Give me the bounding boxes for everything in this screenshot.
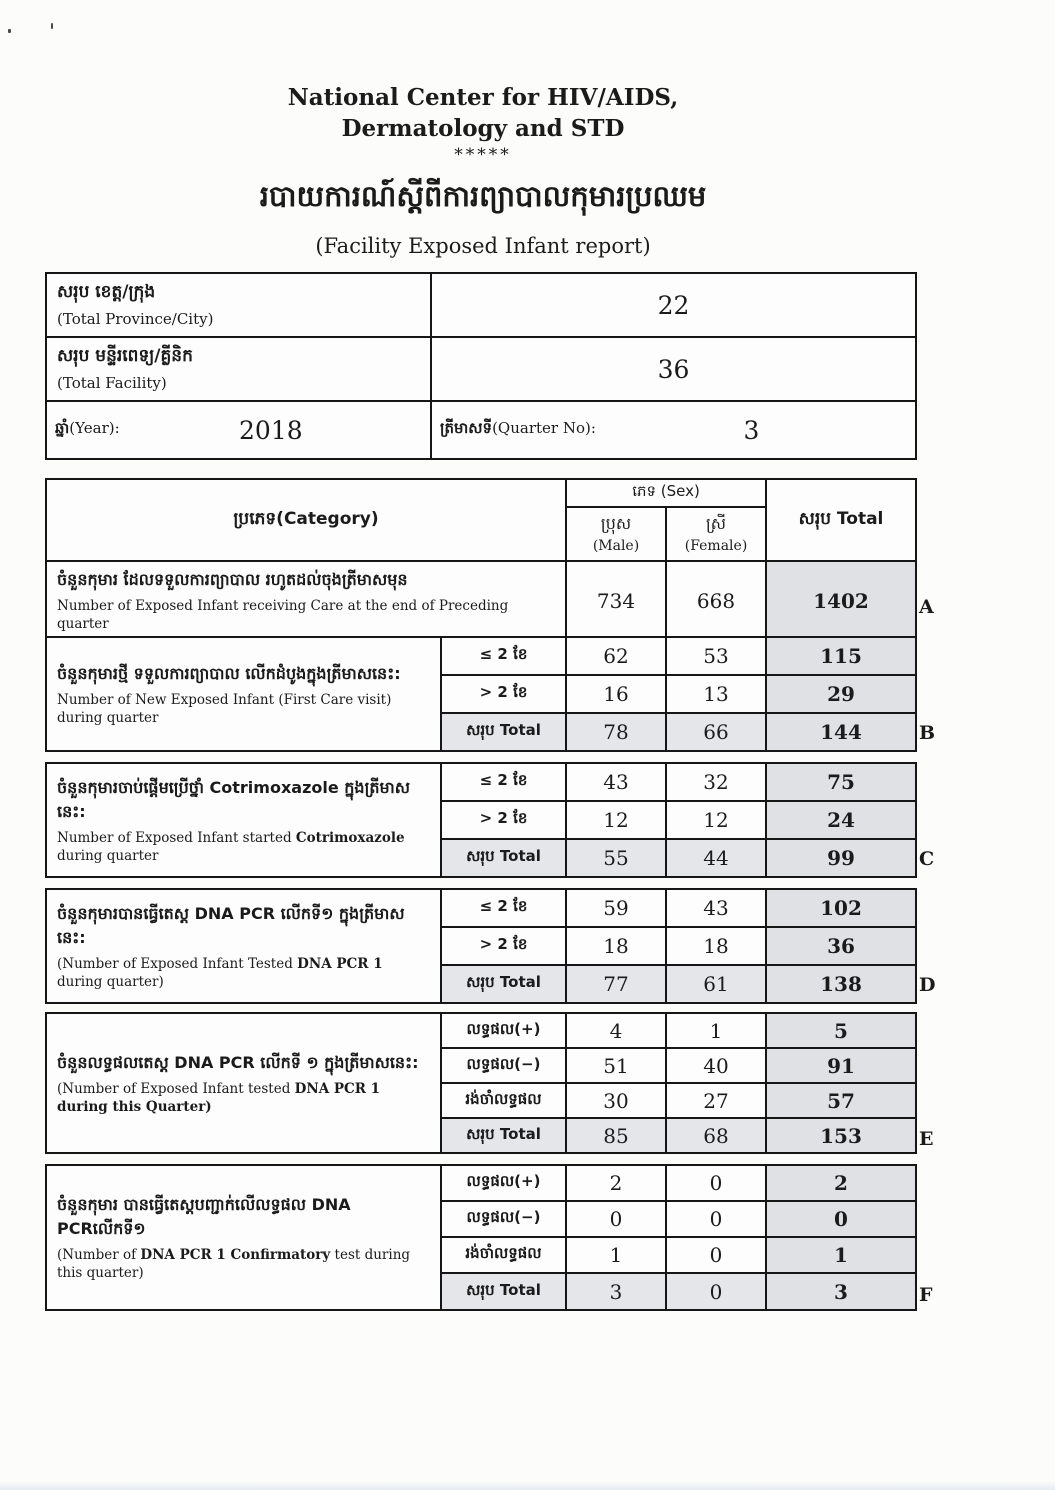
grand-total: 144 xyxy=(766,713,916,751)
female-total: 44 xyxy=(666,839,766,877)
category-english: Number of New Exposed Infant (First Care visit) during quarter xyxy=(57,691,392,726)
row-label: ≤ 2 ខែ xyxy=(441,637,566,675)
female-value: 18 xyxy=(666,927,766,965)
category-english: (Number of Exposed Infant Tested DNA PCR 1 during quarter) xyxy=(57,955,383,990)
total-province-label-english: (Total Province/City) xyxy=(57,310,214,328)
section-table-d xyxy=(45,888,917,1004)
male-value: 51 xyxy=(566,1048,666,1083)
total-row-label: សរុប Total xyxy=(441,1118,566,1153)
total-value: 75 xyxy=(766,763,916,801)
year-value: 2018 xyxy=(239,415,303,445)
female-value: 32 xyxy=(666,763,766,801)
total-value: 115 xyxy=(766,637,916,675)
quarter-cell xyxy=(431,401,916,459)
category-english: (Number of Exposed Infant tested DNA PCR 1 during this Quarter) xyxy=(57,1080,381,1115)
section-table-b xyxy=(45,636,917,752)
total-value: 0 xyxy=(766,1201,916,1237)
scan-speck xyxy=(51,23,53,29)
row-label: > 2 ខែ xyxy=(441,801,566,839)
female-value: 40 xyxy=(666,1048,766,1083)
star-divider: ***** xyxy=(454,145,512,165)
total-province-label-khmer: សរុប ខេត្ត/ក្រុង xyxy=(57,282,156,302)
total-value: 1402 xyxy=(766,561,916,640)
section-marker-f: F xyxy=(919,1284,933,1306)
male-value: 43 xyxy=(566,763,666,801)
category-khmer: ចំនួនកុមារ បានធ្វើតេស្តបញ្ជាក់លើលទ្ធផល DNA PCRលើកទី១ xyxy=(57,1195,351,1238)
row-label: លទ្ធផល(−) xyxy=(441,1201,566,1237)
category-english: Number of Exposed Infant receiving Care at the end of Preceding quarter xyxy=(57,598,509,632)
total-value: 5 xyxy=(766,1013,916,1048)
category-column-header: ប្រភេទ(Category) xyxy=(46,479,566,561)
row-label: រង់ចាំលទ្ធផល xyxy=(441,1237,566,1273)
total-value: 36 xyxy=(766,927,916,965)
total-facility-label-english: (Total Facility) xyxy=(57,374,167,392)
report-title-english: (Facility Exposed Infant report) xyxy=(315,234,651,258)
total-value: 1 xyxy=(766,1237,916,1273)
year-cell xyxy=(46,401,431,459)
category-cell-b xyxy=(46,637,441,751)
female-value: 53 xyxy=(666,637,766,675)
male-value: 0 xyxy=(566,1201,666,1237)
summary-table xyxy=(45,272,917,460)
male-total: 77 xyxy=(566,965,666,1003)
total-value: 102 xyxy=(766,889,916,927)
total-value: 2 xyxy=(766,1165,916,1201)
male-column-header: ប្រុស (Male) xyxy=(566,507,666,561)
total-value: 24 xyxy=(766,801,916,839)
section-table-c xyxy=(45,762,917,878)
row-label: លទ្ធផល(+) xyxy=(441,1165,566,1201)
male-value: 59 xyxy=(566,889,666,927)
category-khmer: ចំនួនកុមារចាប់ផ្តើមប្រើថ្នាំ Cotrimoxazole ក្នុងត្រីមាសនេះ: xyxy=(57,777,410,821)
quarter-label: ត្រីមាសទី(Quarter No): xyxy=(440,419,596,437)
document-header xyxy=(0,82,966,258)
female-value: 27 xyxy=(666,1083,766,1118)
category-cell-d xyxy=(46,889,441,1003)
category-cell-c xyxy=(46,763,441,877)
female-value: 13 xyxy=(666,675,766,713)
section-table-e xyxy=(45,1012,917,1154)
category-cell-f xyxy=(46,1165,441,1310)
female-total: 61 xyxy=(666,965,766,1003)
section-marker-c: C xyxy=(919,848,935,870)
category-khmer: ចំនួនលទ្ធផលតេស្ត DNA PCR លើកទី ១ ក្នុងត្រីមាសនេះ: xyxy=(57,1052,419,1072)
section-table-f xyxy=(45,1164,917,1311)
female-value: 12 xyxy=(666,801,766,839)
male-total: 55 xyxy=(566,839,666,877)
female-value: 1 xyxy=(666,1013,766,1048)
female-value: 668 xyxy=(666,561,766,640)
grand-total: 3 xyxy=(766,1273,916,1310)
section-marker-b: B xyxy=(919,722,936,744)
grand-total: 153 xyxy=(766,1118,916,1153)
grand-total: 99 xyxy=(766,839,916,877)
row-label: ≤ 2 ខែ xyxy=(441,889,566,927)
total-column-header: សរុប Total xyxy=(766,479,916,561)
row-label: ≤ 2 ខែ xyxy=(441,763,566,801)
row-label: លទ្ធផល(−) xyxy=(441,1048,566,1083)
male-value: 734 xyxy=(566,561,666,640)
total-province-value: 22 xyxy=(431,273,916,337)
female-total: 0 xyxy=(666,1273,766,1310)
scan-speck xyxy=(8,29,11,33)
category-cell-a xyxy=(46,561,566,640)
female-value: 0 xyxy=(666,1201,766,1237)
female-value: 0 xyxy=(666,1237,766,1273)
female-column-header: ស្រី (Female) xyxy=(666,507,766,561)
total-province-label-cell xyxy=(46,273,431,337)
report-header-table xyxy=(45,478,917,641)
row-label: រង់ចាំលទ្ធផល xyxy=(441,1083,566,1118)
row-label: > 2 ខែ xyxy=(441,927,566,965)
scan-page-edge xyxy=(0,1481,1055,1490)
report-title-khmer: របាយការណ៍ស្តីពីការព្យាបាលកុមារប្រឈម xyxy=(259,179,707,213)
male-value: 12 xyxy=(566,801,666,839)
total-value: 91 xyxy=(766,1048,916,1083)
male-value: 18 xyxy=(566,927,666,965)
total-facility-value: 36 xyxy=(431,337,916,401)
total-row-label: សរុប Total xyxy=(441,713,566,751)
female-total: 66 xyxy=(666,713,766,751)
org-name-line1: National Center for HIV/AIDS, xyxy=(287,84,679,111)
quarter-value: 3 xyxy=(743,415,760,445)
male-total: 3 xyxy=(566,1273,666,1310)
sex-column-header: ភេទ (Sex) xyxy=(566,479,766,507)
section-marker-e: E xyxy=(919,1128,934,1150)
male-value: 1 xyxy=(566,1237,666,1273)
row-label: > 2 ខែ xyxy=(441,675,566,713)
female-value: 0 xyxy=(666,1165,766,1201)
total-row-label: សរុប Total xyxy=(441,839,566,877)
female-total: 68 xyxy=(666,1118,766,1153)
total-row-label: សរុប Total xyxy=(441,1273,566,1310)
male-total: 78 xyxy=(566,713,666,751)
grand-total: 138 xyxy=(766,965,916,1003)
male-total: 85 xyxy=(566,1118,666,1153)
category-english: (Number of DNA PCR 1 Confirmatory test during this quarter) xyxy=(57,1247,411,1281)
male-value: 30 xyxy=(566,1083,666,1118)
male-value: 62 xyxy=(566,637,666,675)
total-facility-label-khmer: សរុប មន្ទីរពេទ្យ/គ្លីនិក xyxy=(57,346,193,366)
category-khmer: ចំនួនកុមារបានធ្វើតេស្ត DNA PCR លើកទី១ ក្នុងត្រីមាសនេះ: xyxy=(57,903,405,947)
row-label: លទ្ធផល(+) xyxy=(441,1013,566,1048)
male-value: 4 xyxy=(566,1013,666,1048)
section-marker-d: D xyxy=(919,974,936,996)
female-value: 43 xyxy=(666,889,766,927)
year-label: ឆ្នាំ(Year): xyxy=(55,419,120,437)
male-value: 16 xyxy=(566,675,666,713)
category-khmer: ចំនួនកុមារថ្មី ទទួលការព្យាបាល លើកដំបូងក្នុងត្រីមាសនេះ: xyxy=(57,663,401,683)
section-marker-a: A xyxy=(919,596,934,618)
category-khmer: ចំនួនកុមារ ដែលទទួលការព្យាបាល រហូតដល់ចុងត្រីមាសមុន xyxy=(57,570,408,589)
category-cell-e xyxy=(46,1013,441,1153)
total-value: 29 xyxy=(766,675,916,713)
org-name-line2: Dermatology and STD xyxy=(341,115,625,142)
total-row-label: សរុប Total xyxy=(441,965,566,1003)
total-facility-label-cell xyxy=(46,337,431,401)
category-english: Number of Exposed Infant started Cotrimoxazole during quarter xyxy=(57,829,405,864)
male-value: 2 xyxy=(566,1165,666,1201)
total-value: 57 xyxy=(766,1083,916,1118)
